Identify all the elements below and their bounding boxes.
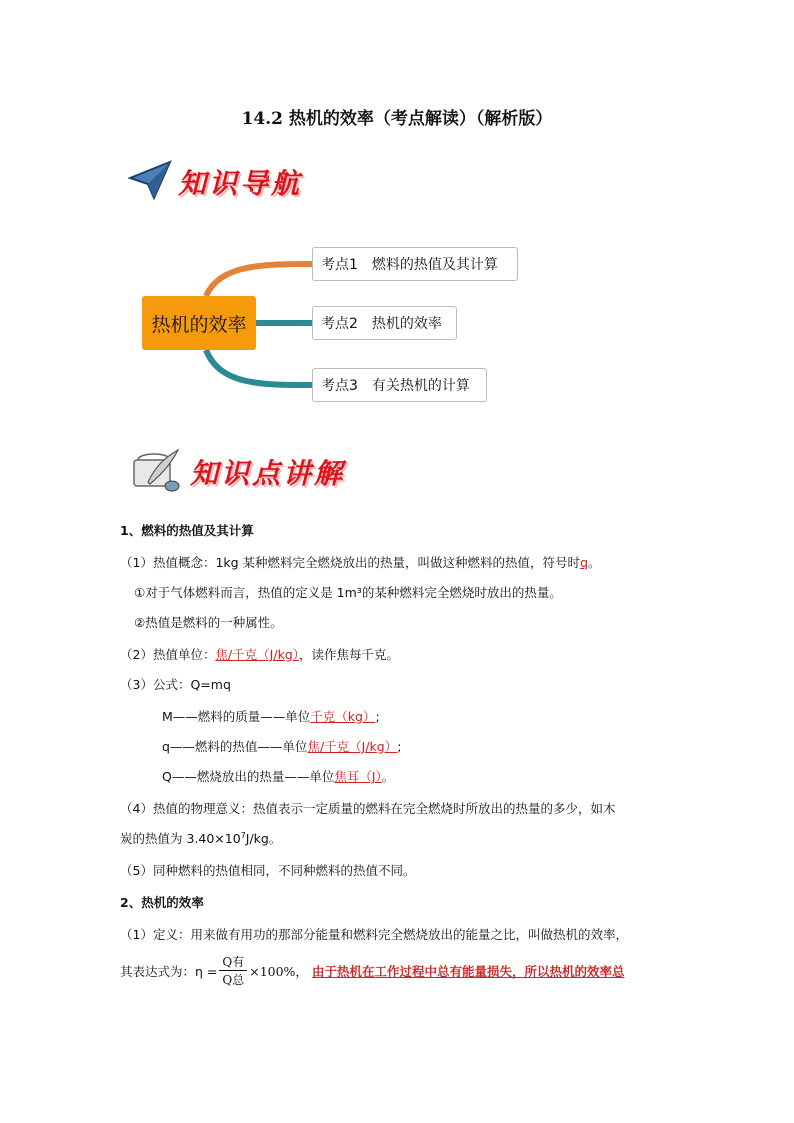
section1-p4b: 炭的热值为 $3.40\times 10^7J/kg$。 xyxy=(120,830,282,846)
section2-heading: 2、热机的效率 xyxy=(120,895,204,910)
efficiency-fraction: $\frac{\text{Q有}}{\text{Q总}}$ xyxy=(219,953,247,988)
knowledge-explain-title: 知识点讲解 xyxy=(190,457,346,490)
section1-p1a: ①对于气体燃料而言，热值的定义是 1m³的某种燃料完全燃烧时放出的热量。 xyxy=(134,585,562,600)
branch-bottom xyxy=(206,350,312,385)
mindmap-node-2[interactable]: 考点2 热机的效率 xyxy=(312,306,457,340)
branch-top xyxy=(206,264,312,296)
knowledge-nav-title: 知识导航 xyxy=(178,167,303,200)
section2-p1: （1）定义：用来做有用功的那部分能量和燃料完全燃烧放出的能量之比，叫做热机的效率， xyxy=(120,927,628,942)
section1-p2: （2）热值单位：焦/千克（J/kg），读作焦每千克。 xyxy=(120,647,400,662)
scroll-quill-icon xyxy=(128,446,184,498)
symbol-q: q xyxy=(580,555,588,570)
knowledge-explain-banner xyxy=(128,446,345,498)
section1-p4a: （4）热值的物理意义：热值表示一定质量的燃料在完全燃烧时所放出的热量的多少，如木 xyxy=(120,801,616,816)
energy-loss-note: 由于热机在工作过程中总有能量损失，所以热机的效率总 xyxy=(311,963,625,979)
formula-q: q——燃料的热值——单位焦/千克（J/kg）; xyxy=(162,739,402,754)
mindmap-node-3[interactable]: 考点3 有关热机的计算 xyxy=(312,368,487,402)
mindmap-node-1[interactable]: 考点1 燃料的热值及其计算 xyxy=(312,247,518,281)
unit-j-per-kg: 焦/千克（J/kg） xyxy=(215,647,300,662)
section2-expression: 其表达式为：η = $\frac{\text{Q有}}{\text{Q总}}$ ×100%， 由于热机在工作过程中总有能量损失，所以热机的效率总 xyxy=(120,955,625,987)
knowledge-nav-banner xyxy=(128,160,302,204)
formula-m: M——燃料的质量——单位千克（kg）; xyxy=(162,709,380,724)
section1-p1b: ②热值是燃料的一种属性。 xyxy=(134,615,283,630)
formula-Q: Q——燃烧放出的热量——单位焦耳（J）。 xyxy=(162,769,395,784)
mindmap-root: 热机的效率 xyxy=(142,296,256,350)
section1-heading: 1、燃料的热值及其计算 xyxy=(120,523,254,538)
paper-plane-icon xyxy=(128,160,172,204)
section1-p1: （1）热值概念：1kg 某种燃料完全燃烧放出的热量，叫做这种燃料的热值，符号时q。 xyxy=(120,555,601,570)
section1-p3: （3）公式：Q=mq xyxy=(120,677,231,692)
page-title: 14.2 热机的效率（考点解读）（解析版） xyxy=(241,109,553,129)
section1-p5: （5）同种燃料的热值相同，不同种燃料的热值不同。 xyxy=(120,863,416,878)
